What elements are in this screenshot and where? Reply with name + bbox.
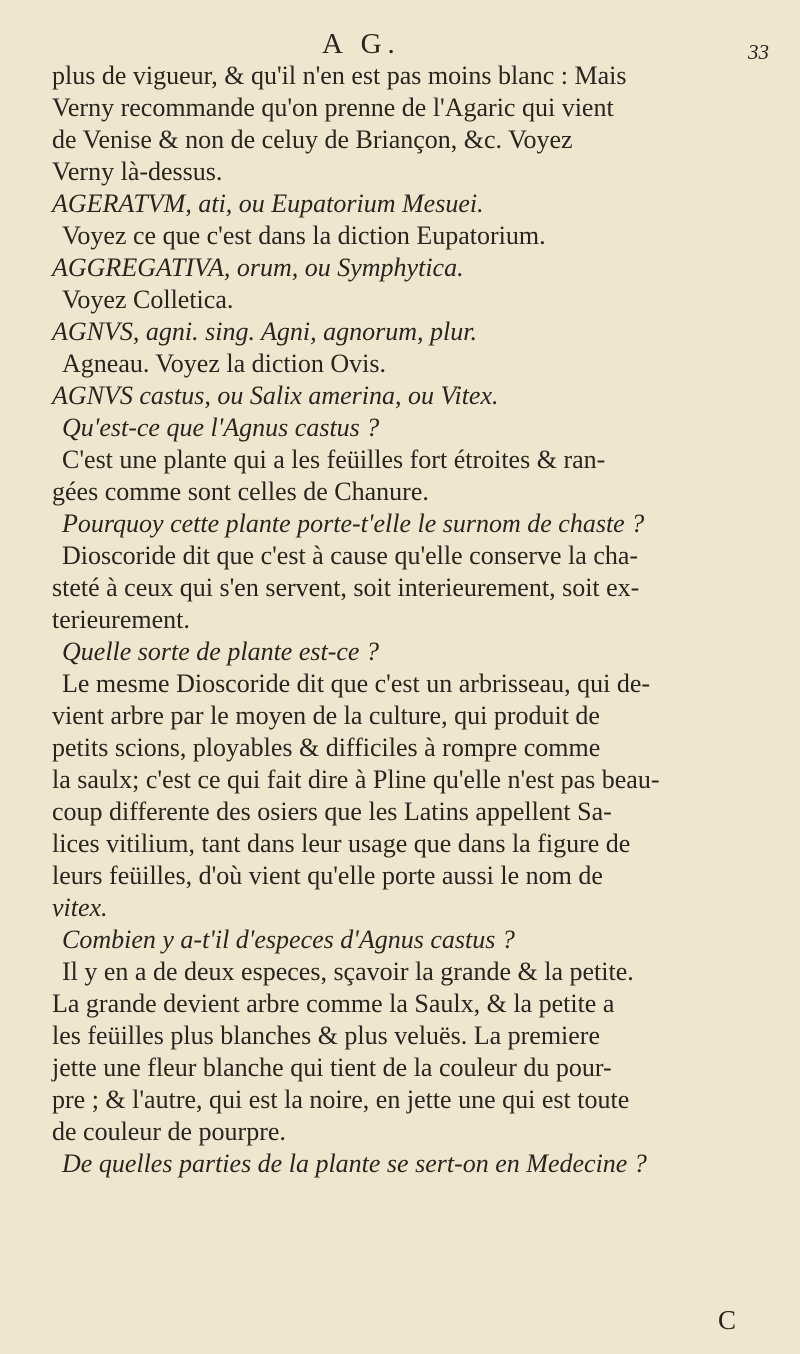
page-number: 33 (748, 40, 769, 64)
text-line: Voyez ce que c'est dans la diction Eupatorium. (62, 221, 546, 250)
entry-heading: AGNVS castus, ou Salix amerina, ou Vitex. (52, 381, 499, 410)
text-line: plus de vigueur, & qu'il n'en est pas moins blanc : Mais (52, 61, 627, 90)
text-line: C'est une plante qui a les feüilles fort étroites & ran- (62, 445, 606, 474)
entry-heading: AGERATVM, ati, ou Eupatorium Mesuei. (52, 189, 484, 218)
text-line: de couleur de pourpre. (52, 1117, 286, 1146)
text-line: vient arbre par le moyen de la culture, qui produit de (52, 701, 600, 730)
text-line: petits scions, ployables & difficiles à rompre comme (52, 733, 601, 762)
text-line: terieurement. (52, 605, 190, 634)
text-line: lices vitilium, tant dans leur usage que dans la figure de (52, 829, 631, 858)
signature-mark: C (718, 1305, 737, 1335)
text-line: gées comme sont celles de Chanure. (52, 477, 429, 506)
question-line: Qu'est-ce que l'Agnus castus ? (62, 413, 380, 442)
text-line: Il y en a de deux especes, sçavoir la grande & la petite. (62, 957, 634, 986)
text-line: Verny là-dessus. (52, 157, 223, 186)
text-line: La grande devient arbre comme la Saulx, & la petite a (52, 989, 615, 1018)
text-line: pre ; & l'autre, qui est la noire, en jette une qui est toute (52, 1085, 630, 1114)
text-line: coup differente des osiers que les Latins appellent Sa- (52, 797, 612, 826)
question-line: Combien y a-t'il d'especes d'Agnus castus ? (62, 925, 515, 954)
question-line: Pourquoy cette plante porte-t'elle le surnom de chaste ? (62, 509, 645, 538)
entry-heading: AGNVS, agni. sing. Agni, agnorum, plur. (52, 317, 477, 346)
text-line: jette une fleur blanche qui tient de la couleur du pour- (52, 1053, 612, 1082)
body-text (52, 60, 757, 1180)
text-line: de Venise & non de celuy de Briançon, &c. Voyez (52, 125, 573, 154)
text-line: la saulx; c'est ce qui fait dire à Pline qu'elle n'est pas beau- (52, 765, 660, 794)
question-line: Quelle sorte de plante est-ce ? (62, 637, 379, 666)
running-head: A G. (322, 28, 401, 60)
entry-heading: AGGREGATIVA, orum, ou Symphytica. (52, 253, 464, 282)
text-line: Verny recommande qu'on prenne de l'Agaric qui vient (52, 93, 614, 122)
text-line: Agneau. Voyez la diction Ovis. (62, 349, 386, 378)
text-line: les feüilles plus blanches & plus veluës. La premiere (52, 1021, 601, 1050)
text-line: vitex. (52, 893, 108, 922)
text-line: Le mesme Dioscoride dit que c'est un arbrisseau, qui de- (62, 669, 651, 698)
text-line: Dioscoride dit que c'est à cause qu'elle conserve la cha- (62, 541, 639, 570)
text-line: Voyez Colletica. (62, 285, 234, 314)
text-line: steté à ceux qui s'en servent, soit interieurement, soit ex- (52, 573, 640, 602)
text-line: leurs feüilles, d'où vient qu'elle porte aussi le nom de (52, 861, 603, 890)
question-line: De quelles parties de la plante se sert-on en Medecine ? (62, 1149, 647, 1178)
